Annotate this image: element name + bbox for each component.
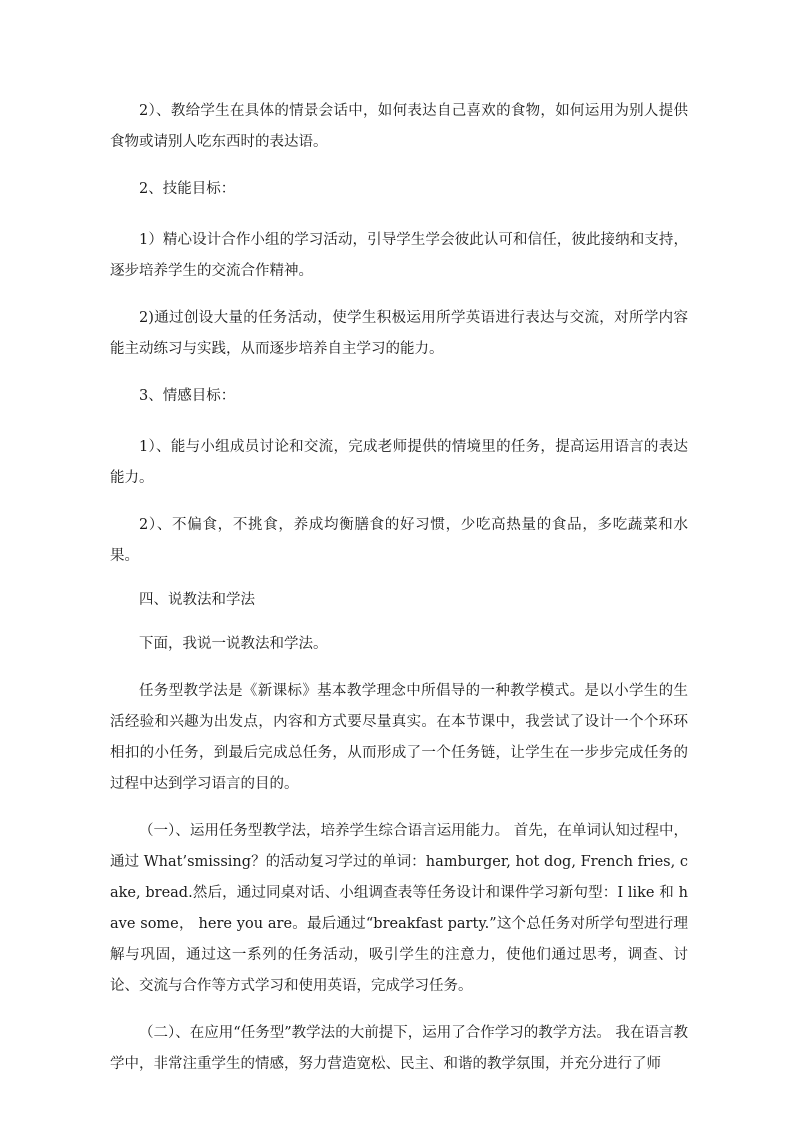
paragraph-skill-goal-2: 2)通过创设大量的任务活动，使学生积极运用所学英语进行表达与交流，对所学内容能主动练习与实践，从而逐步培养自主学习的能力。 — [110, 310, 688, 357]
paragraph-skill-goal-1: 1）精心设计合作小组的学习活动，引导学生学会彼此认可和信任，彼此接纳和支持，逐步培养学生的交流合作精神。 — [110, 232, 688, 279]
paragraph-methods-intro: 下面，我说一说教法和学法。 — [139, 636, 328, 652]
heading-emotional-goals: 3、情感目标： — [139, 388, 236, 404]
paragraph-emotional-goal-1: 1）、能与小组成员讨论和交流，完成老师提供的情境里的任务，提高运用语言的表达能力。 — [110, 439, 688, 486]
document-page — [110, 96, 688, 1080]
paragraph-knowledge-goal-2: 2）、教给学生在具体的情景会话中，如何表达自己喜欢的食物，如何运用为别人提供食物或请别人吃东西时的表达语。 — [110, 103, 688, 150]
paragraph-task-based-teaching: 任务型教学法是《新课标》基本教学理念中所倡导的一种教学模式。是以小学生的生活经验和兴趣为出发点，内容和方式要尽量真实。在本节课中，我尝试了设计一个个环环相扣的小任务，到最后完成总任务，从而形成了一个任务链，让学生在一步步完成任务的过程中达到学习语言的目的。 — [110, 683, 688, 792]
section-heading-methods: 四、说教法和学法 — [139, 592, 255, 608]
paragraph-method-one: （一）、运用任务型教学法，培养学生综合语言运用能力。 首先，在单词认知过程中，通过 What’smissing？的活动复习学过的单词：hamburger, hot dog, French fries, cake, bread.然后，通过同桌对话、小组调查表等任务设计和课件学习新句型：I like 和 have some， here you are。最后通过“breakfast party.”这个总任务对所学句型进行理解与巩固，通过这一系列的任务活动，吸引学生的注意力，使他们通过思考，调查、讨论、交流与合作等方式学习和使用英语，完成学习任务。 — [110, 823, 688, 994]
paragraph-method-two: （二）、在应用“任务型”教学法的大前提下，运用了合作学习的教学方法。 我在语言教学中，非常注重学生的情感，努力营造宽松、民主、和谐的教学氛围，并充分进行了师 — [110, 1025, 688, 1072]
heading-skill-goals: 2、技能目标： — [139, 181, 236, 197]
paragraph-emotional-goal-2: 2）、不偏食，不挑食，养成均衡膳食的好习惯，少吃高热量的食品，多吃蔬菜和水果。 — [110, 517, 688, 564]
